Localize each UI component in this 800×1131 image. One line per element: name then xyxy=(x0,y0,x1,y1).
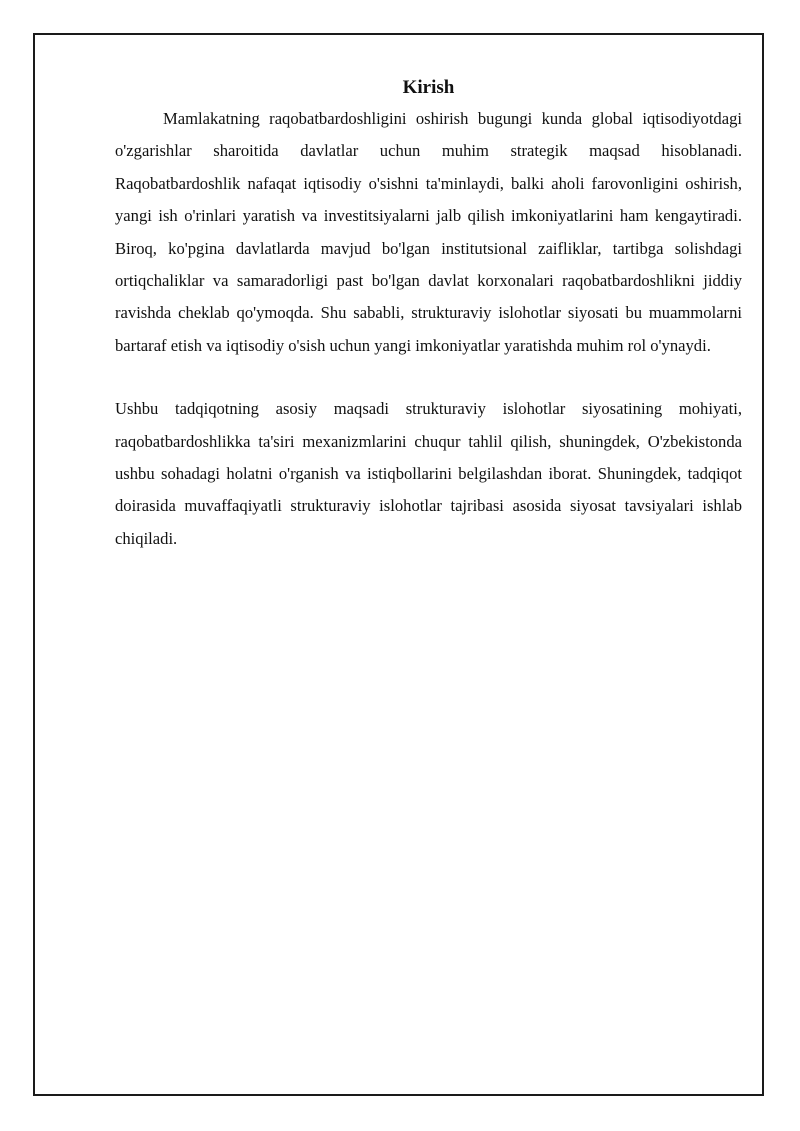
document-body xyxy=(115,74,742,555)
paragraph-1: Mamlakatning raqobatbardoshligini oshirish bugungi kunda global iqtisodiyotdagi o'zgarishlar sharoitida davlatlar uchun muhim strategik maqsad hisoblanadi. Raqobatbardoshlik nafaqat iqtisodiy o'sishni ta'minlaydi, balki aholi farovonligini oshirish, yangi ish o'rinlari yaratish va investitsiyalarni jalb qilish imkoniyatlarini ham kengaytiradi. Biroq, ko'pgina davlatlarda mavjud bo'lgan institutsional zaifliklar, tartibga solishdagi ortiqchaliklar va samaradorligi past bo'lgan davlat korxonalari raqobatbardoshlikni jiddiy ravishda cheklab qo'ymoqda. Shu sababli, strukturaviy islohotlar siyosati bu muammolarni bartaraf etish va iqtisodiy o'sish uchun yangi imkoniyatlar yaratishda muhim rol o'ynaydi. xyxy=(115,109,742,355)
document-title: Kirish xyxy=(402,77,455,98)
paragraph-2: Ushbu tadqiqotning asosiy maqsadi strukturaviy islohotlar siyosatining mohiyati, raqobatbardoshlikka ta'siri mexanizmlarini chuqur tahlil qilish, shuningdek, O'zbekistonda ushbu sohadagi holatni o'rganish va istiqbollarini belgilashdan iborat. Shuningdek, tadqiqot doirasida muvaffaqiyatli strukturaviy islohotlar tajribasi asosida siyosat tavsiyalari ishlab chiqiladi. xyxy=(115,399,742,548)
paragraph-gap xyxy=(115,362,742,393)
